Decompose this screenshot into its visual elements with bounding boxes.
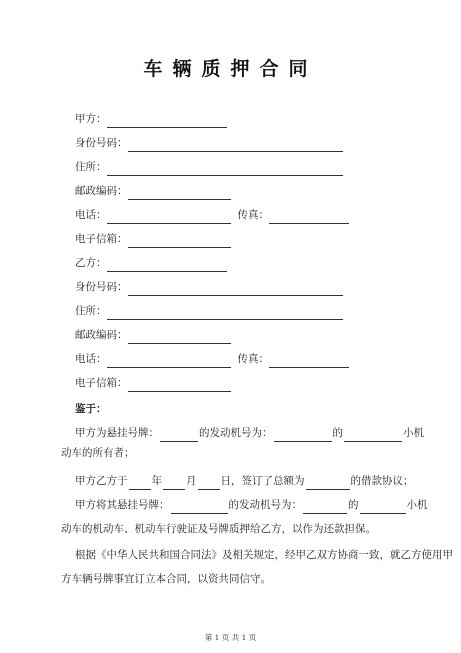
party-a-phone-row <box>75 206 349 224</box>
party-a-address-row <box>75 158 343 176</box>
party-a-postal-label: 邮政编码： <box>75 185 128 197</box>
clause-3-text-2: 的发动机号为： <box>228 499 302 511</box>
clause-4-line-1: 根据《中华人民共和国合同法》及相关规定，经甲乙双方协商一致，就乙方使用甲 <box>75 549 453 561</box>
party-b-address-row <box>75 302 343 320</box>
party-b-address-label: 住所： <box>75 305 107 317</box>
whereas-heading: 鉴于： <box>75 403 107 415</box>
party-a-email-row <box>75 230 231 248</box>
party-a-name-field[interactable] <box>107 114 227 128</box>
party-b-address-field[interactable] <box>107 306 343 320</box>
party-b-phone-field[interactable] <box>107 354 231 368</box>
clause-1-text-4: 小机 <box>403 427 424 439</box>
party-b-phone-row <box>75 350 349 368</box>
clause-2-text-5: 的借款协议； <box>350 475 414 487</box>
party-b-email-row <box>75 374 231 392</box>
clause-3-text-1: 甲方将其悬挂号牌： <box>75 499 170 511</box>
party-b-fax-label: 传真： <box>237 353 269 365</box>
clause-1-line-1 <box>75 424 424 442</box>
clause-3-text-4: 小机 <box>406 499 428 511</box>
party-b-fax-field[interactable] <box>269 354 349 368</box>
clause-2-line-1 <box>75 472 414 490</box>
party-b-name-row <box>75 254 227 272</box>
clause-3-line-1 <box>75 496 428 514</box>
party-a-address-field[interactable] <box>107 162 343 176</box>
clause-2-text-4: 日，签订了总额为 <box>220 475 305 487</box>
clause-3-vehicle-field[interactable] <box>360 501 406 514</box>
party-a-email-label: 电子信箱： <box>75 233 128 245</box>
clause-3-text-3: 的 <box>348 499 359 511</box>
party-b-name-field[interactable] <box>107 258 227 272</box>
clause-2-text-2: 年 <box>151 475 162 487</box>
clause-3-line-2: 动车的机动车、机动车行驶证及号牌质押给乙方，以作为还款担保。 <box>61 523 376 535</box>
clause-2-amount-field[interactable] <box>306 477 350 490</box>
clause-3-plate-field[interactable] <box>171 501 228 514</box>
clause-3-engine-field[interactable] <box>303 501 347 514</box>
clause-1-line-2: 动车的所有者； <box>61 447 135 459</box>
party-b-id-field[interactable] <box>128 282 343 296</box>
clause-1-vehicle-field[interactable] <box>344 429 402 442</box>
party-b-postal-field[interactable] <box>128 330 231 344</box>
party-b-name-label: 乙方： <box>75 257 107 269</box>
party-b-postal-row <box>75 326 231 344</box>
clause-4-line-2: 方车辆号牌事宜订立本合同，以资共同信守。 <box>61 573 271 585</box>
clause-2-day-field[interactable] <box>198 477 220 490</box>
party-a-name-row <box>75 110 227 128</box>
party-a-name-label: 甲方： <box>75 113 107 125</box>
party-a-id-row <box>75 134 343 152</box>
party-b-email-field[interactable] <box>128 378 231 392</box>
clause-1-text-3: 的 <box>332 427 343 439</box>
document-title: 车辆质押合同 <box>143 58 318 80</box>
party-b-phone-label: 电话： <box>75 353 107 365</box>
page-footer: 第 1 页 共 1 页 <box>204 633 257 642</box>
party-a-phone-field[interactable] <box>107 210 231 224</box>
clause-1-engine-field[interactable] <box>274 429 332 442</box>
party-b-email-label: 电子信箱： <box>75 377 128 389</box>
party-a-postal-field[interactable] <box>128 186 231 200</box>
party-b-id-row <box>75 278 343 296</box>
clause-2-year-field[interactable] <box>129 477 151 490</box>
party-b-id-label: 身份号码： <box>75 281 128 293</box>
clause-2-text-3: 月 <box>186 475 197 487</box>
party-a-id-field[interactable] <box>128 138 343 152</box>
clause-1-plate-field[interactable] <box>160 429 198 442</box>
party-a-phone-label: 电话： <box>75 209 107 221</box>
clause-1-text-1: 甲方为悬挂号牌： <box>75 427 159 439</box>
clause-1-text-2: 的发动机号为： <box>199 427 273 439</box>
party-a-postal-row <box>75 182 231 200</box>
party-a-id-label: 身份号码： <box>75 137 128 149</box>
party-a-fax-label: 传真： <box>237 209 269 221</box>
party-b-postal-label: 邮政编码： <box>75 329 128 341</box>
clause-2-text-1: 甲方乙方于 <box>75 475 128 487</box>
party-a-email-field[interactable] <box>128 234 231 248</box>
party-a-address-label: 住所： <box>75 161 107 173</box>
clause-2-month-field[interactable] <box>163 477 185 490</box>
party-a-fax-field[interactable] <box>269 210 349 224</box>
